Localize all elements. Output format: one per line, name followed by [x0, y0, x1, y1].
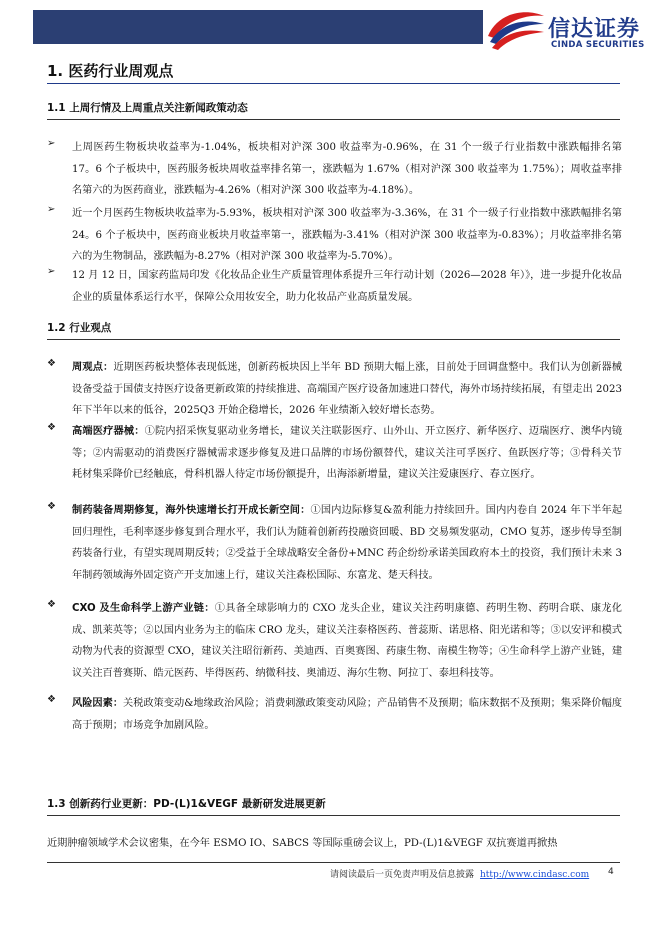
view-text: [72, 500, 622, 586]
list-item: [47, 598, 622, 684]
list-item: [47, 137, 622, 202]
diamond-bullet-icon: ❖: [47, 422, 56, 433]
diamond-bullet-icon: ❖: [47, 501, 56, 512]
section-title: 1. 医药行业周观点: [47, 62, 174, 80]
view-text: [72, 421, 622, 486]
view-label: 风险因素：: [72, 698, 124, 709]
view-body: ①国内边际修复&盈利能力持续回升。国内内卷自 2024 年下半年起回归理性，毛利率逐步修复到合理水平，我们认为随着创新药投融资回暖、BD 交易频发驱动，CMO 复苏，逐步传导至制药装备行业，有望实现周期反转；②受益于全球战略安全备份+MNC 药企纷纷承诺美国政府本土的投资，我们预计未来 3 年制药领域海外固定资产开支加速上行，建议关注森松国际、东富龙、楚天科技。: [72, 505, 623, 581]
section-title-rule: [47, 83, 620, 84]
arrow-bullet-icon: ➢: [47, 266, 56, 277]
view-label: 高端医疗器械：: [72, 426, 145, 437]
bullet-text: 上周医药生物板块收益率为-1.04%，板块相对沪深 300 收益率为-0.96%，在 31 个一级子行业指数中涨跌幅排名第 17。6 个子板块中，医药服务板块周收益率排名第一，涨跌幅为 1.67%（相对沪深 300 收益率为 1.75%）；周收益率排名第六的为医药商业，涨跌幅为-4.26%（相对沪深 300 收益率为-4.18%）。: [72, 142, 622, 196]
view-text: [72, 357, 622, 422]
list-item: [47, 203, 622, 268]
bullet-text: 近一个月医药生物板块收益率为-5.93%，板块相对沪深 300 收益率为-3.36%，在 31 个一级子行业指数中涨跌幅排名第 24。6 个子板块中，医药商业板块月收益率第一，涨跌幅为-3.41%（相对沪深 300 收益率为-0.83%）；月收益率排名第六的为生物制品，涨跌幅为-8.27%（相对沪深 300 收益率为-5.70%）。: [72, 208, 622, 262]
footer: [330, 867, 589, 880]
list-item: [47, 265, 622, 308]
header-bar: [33, 10, 483, 44]
subsection-rule: [47, 815, 620, 816]
diamond-bullet-icon: ❖: [47, 358, 56, 369]
list-item: [47, 500, 622, 586]
view-text: [72, 598, 622, 684]
list-item: [47, 421, 622, 486]
logo-text-cn: 信达证券: [548, 17, 641, 42]
arrow-bullet-icon: ➢: [47, 204, 56, 215]
logo-swoosh-icon: [486, 6, 548, 54]
view-body: ①院内招采恢复驱动业务增长，建议关注联影医疗、山外山、开立医疗、新华医疗、迈瑞医疗、澳华内镜等；②内需驱动的消费医疗器械需求逐步修复及进口品牌的市场份额替代，建议关注可孚医疗、鱼跃医疗等；③骨科关节耗材集采降价已经触底，骨科机器人待定市场份额提升，出海添新增量，建议关注爱康医疗、春立医疗。: [72, 426, 622, 480]
view-body: 近期医药板块整体表现低迷，创新药板块因上半年 BD 预期大幅上涨，目前处于回调盘整中。我们认为创新器械设备受益于国债支持医疗设备更新政策的持续推进、高端国产医疗设备加速进口替代，海外市场持续拓展，有望走出 2023 年下半年以来的低谷，2025Q3 开始企稳增长，2026 年业绩渐入较好增长态势。: [72, 362, 622, 416]
arrow-bullet-icon: ➢: [47, 138, 56, 149]
diamond-bullet-icon: ❖: [47, 599, 56, 610]
footer-rule: [47, 862, 620, 863]
view-text: [72, 693, 622, 736]
bullet-text: 12 月 12 日，国家药监局印发《化妆品企业生产质量管理体系提升三年行动计划（2026—2028 年）》，进一步提升化妆品企业的质量体系运行水平，保障公众用妆安全，助力化妆品产业高质量发展。: [72, 270, 622, 303]
view-body: ①具备全球影响力的 CXO 龙头企业，建议关注药明康德、药明生物、药明合联、康龙化成、凯莱英等；②以国内业务为主的临床 CRO 龙头，建议关注泰格医药、普蕊斯、诺思格、阳光诺和等；③以安评和模式动物为代表的资源型 CXO，建议关注昭衍新药、美迪西、百奥赛图、药康生物、南模生物等；④生命科学上游产业链，建议关注百普赛斯、皓元医药、毕得医药、纳微科技、奥浦迈、海尔生物、阿拉丁、泰坦科技等。: [72, 603, 622, 679]
footer-link[interactable]: http://www.cindasc.com: [480, 870, 590, 880]
view-body: 关税政策变动&地缘政治风险；消费刺激政策变动风险；产品销售不及预期；临床数据不及预期；集采降价幅度高于预期；市场竞争加剧风险。: [72, 698, 622, 731]
list-item: [47, 357, 622, 422]
view-label: 周观点：: [72, 362, 114, 373]
logo-text-en: CINDA SECURITIES: [551, 40, 645, 50]
page-number: 4: [608, 867, 614, 877]
subsection-title-1-1: 1.1 上周行情及上周重点关注新闻政策动态: [47, 102, 248, 114]
footer-disclaimer: 请阅读最后一页免责声明及信息披露: [330, 870, 475, 880]
view-label: CXO 及生命科学上游产业链：: [72, 603, 215, 614]
list-item: [47, 693, 622, 736]
paragraph: 近期肿瘤领域学术会议密集，在今年 ESMO IO、SABCS 等国际重磅会议上，PD-(L)1&VEGF 双抗赛道再掀热: [47, 838, 558, 849]
subsection-rule: [47, 339, 620, 340]
subsection-rule: [47, 119, 620, 120]
subsection-title-1-3: 1.3 创新药行业更新：PD-(L)1&VEGF 最新研发进展更新: [47, 798, 326, 810]
subsection-title-1-2: 1.2 行业观点: [47, 322, 112, 334]
view-label: 制药装备周期修复，海外快速增长打开成长新空间：: [72, 505, 311, 516]
diamond-bullet-icon: ❖: [47, 694, 56, 705]
